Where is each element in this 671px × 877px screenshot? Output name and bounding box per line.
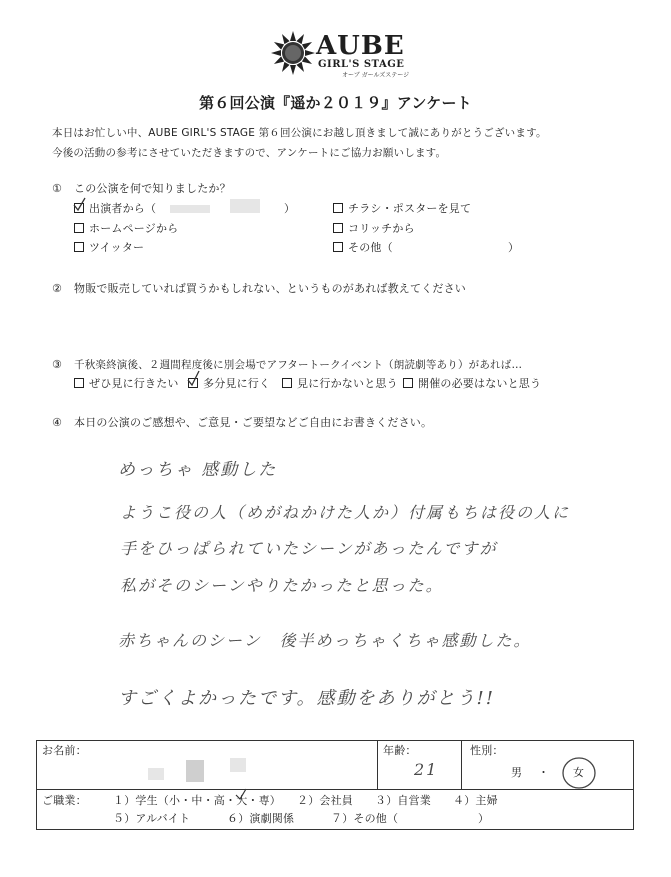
handwriting-line-6: すごくよかったです。感動をありがとう!!	[118, 688, 496, 709]
divider	[461, 740, 462, 790]
checkbox[interactable]	[403, 378, 413, 388]
option-label: 出演者から（	[89, 202, 157, 215]
occupation-other[interactable]: ７）その他（	[331, 812, 399, 825]
check-mark	[234, 787, 248, 801]
redacted-name	[148, 768, 164, 780]
divider	[377, 740, 378, 790]
q3-question: 千秋楽終演後、２週間程度後に別会場でアフタートークイベント（朗読劇等あり）があれば…	[74, 359, 523, 371]
q1-option-other-close: ）	[508, 241, 520, 254]
q4-question: 本日の公演のご感想や、ご意見・ご要望などご自由にお書きください。	[74, 416, 433, 429]
checkbox[interactable]	[333, 203, 343, 213]
redacted-name	[230, 758, 246, 772]
name-label: お名前：	[42, 744, 87, 757]
checkbox[interactable]	[333, 223, 343, 233]
option-label: 見に行かないと思う	[297, 377, 398, 390]
occupation-student[interactable]: １）学生（小・中・高・大・専）	[113, 794, 281, 807]
logo-brand: AUBE	[316, 31, 405, 61]
occupation-theater[interactable]: ６）演劇関係	[227, 812, 295, 825]
logo-sub: GIRL'S STAGE	[318, 59, 405, 70]
option-label: コリッチから	[348, 222, 415, 235]
handwriting-line-3: 手をひっぱられていたシーンがあったんですが	[120, 539, 498, 558]
occupation-other-close: ）	[478, 812, 490, 825]
occupation-self-employed[interactable]: ３）自営業	[375, 794, 431, 807]
q2-number: ②	[52, 282, 63, 295]
option-label: ぜひ見に行きたい	[89, 377, 179, 390]
q4-number: ④	[52, 416, 63, 429]
checkbox[interactable]	[74, 223, 84, 233]
age-value: 21	[414, 760, 439, 779]
occupation-part-time[interactable]: ５）アルバイト	[113, 812, 191, 825]
checkbox[interactable]	[282, 378, 292, 388]
circle-mark	[560, 755, 598, 791]
q1-option-other[interactable]	[333, 241, 393, 255]
option-label: ツイッター	[89, 241, 145, 254]
occupation-employee[interactable]: ２）会社員	[297, 794, 353, 807]
option-label: 多分見に行く	[203, 377, 271, 390]
option-label: ホームページから	[89, 222, 179, 235]
checkbox[interactable]	[333, 242, 343, 252]
gender-male[interactable]: 男	[511, 766, 523, 779]
option-label: 開催の必要はないと思う	[418, 377, 542, 390]
occupation-label: ご職業：	[42, 794, 87, 807]
q3-option-d[interactable]	[403, 377, 541, 391]
option-label: その他（	[348, 241, 393, 254]
redacted-cast-name	[170, 205, 210, 213]
logo-kana: オーブ ガールズステージ	[342, 72, 410, 79]
gender-female[interactable]: 女	[573, 766, 585, 779]
option-label: チラシ・ポスターを見て	[348, 202, 472, 215]
gender-label: 性別：	[470, 744, 504, 757]
checkbox[interactable]	[74, 378, 84, 388]
checkbox[interactable]	[74, 242, 84, 252]
redacted-cast-name	[230, 199, 260, 213]
intro-line-2: 今後の活動の参考にさせていただきますので、アンケートにご協力お願いします。	[52, 147, 447, 159]
logo	[270, 28, 415, 86]
q1-option-corich[interactable]	[333, 222, 415, 236]
handwriting-line-1: めっちゃ 感動した	[118, 460, 278, 480]
page-title: 第６回公演『遥か２０１９』アンケート	[199, 94, 472, 112]
q1-option-homepage[interactable]	[74, 222, 178, 236]
check-mark	[186, 369, 202, 387]
q1-option-twitter[interactable]	[74, 241, 144, 255]
occupation-homemaker[interactable]: ４）主婦	[453, 794, 498, 807]
q2-question: 物販で販売していれば買うかもしれない、というものがあれば教えてください	[74, 282, 466, 295]
q1-option-flyer[interactable]	[333, 202, 471, 216]
q3-option-c[interactable]	[282, 377, 398, 391]
handwriting-line-5: 赤ちゃんのシーン 後半めっちゃくちゃ感動した。	[118, 631, 532, 650]
handwriting-line-4: 私がそのシーンやりたかったと思った。	[120, 576, 444, 595]
q1-question: この公演を何で知りましたか？	[74, 182, 231, 195]
divider	[36, 789, 634, 790]
check-mark	[72, 196, 88, 212]
q3-number: ③	[52, 358, 63, 371]
gender-separator: ・	[538, 766, 550, 779]
intro-line-1: 本日はお忙しい中、AUBE GIRL'S STAGE 第６回公演にお越し頂きまして誠にありがとうございます。	[52, 127, 547, 139]
sun-logo-icon	[270, 30, 316, 76]
q1-option-cast-close: ）	[284, 202, 296, 215]
age-label: 年齢：	[383, 744, 417, 757]
q3-option-a[interactable]	[74, 377, 179, 391]
redacted-name	[186, 760, 204, 782]
handwriting-line-2: ようこ役の人（めがねかけた人か）付属もちは役の人に	[120, 503, 571, 522]
q1-number: ①	[52, 182, 63, 195]
